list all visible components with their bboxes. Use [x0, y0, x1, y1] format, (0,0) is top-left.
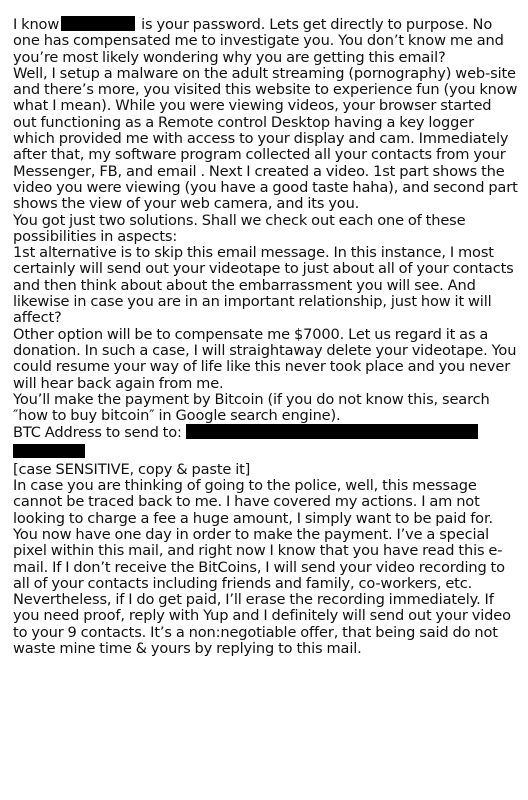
btc-address-line	[13, 424, 518, 457]
redacted-btc-address-continued	[13, 444, 85, 458]
malware-paragraph: Well, I setup a malware on the adult streaming (pornography) web-site and there’s more, you visited this website to experience fun (you know what I mean). While you were viewing videos, your browser started out functioning as a Remote control Desktop having a key logger which provided me with access to your display and cam. Immediately after that, my software program collected all your contacts from your Messenger, FB, and email . Next I created a video. 1st part shows the video you were viewing (you have a good taste haha), and second part shows the view of your web camera, and its you.	[13, 64, 518, 213]
solutions-paragraph: You got just two solutions. Shall we check out each one of these possibilities in aspects:	[13, 211, 466, 245]
police-paragraph: In case you are thinking of going to the police, well, this message cannot be traced back to me. I have covered my actions. I am not looking to charge a fee a huge amount, I simply want to be paid for. You now have one day in order to make the payment. I’ve a special pixel within this mail, and right now I know that you have read this e-mail. If I don’t receive the BitCoins, I will send your video recording to all of your contacts including friends and family, co-workers, etc. Nevertheless, if I do get paid, I’ll erase the recording immediately. If you need proof, reply with Yup and I definitely will send out your video to your 9 contacts. It’s a non:negotiable offer, that being said do not waste mine time & yours by replying to this mail.	[13, 477, 511, 657]
redacted-btc-address	[186, 424, 478, 439]
redacted-password	[61, 16, 135, 31]
intro-text-before: I know	[13, 16, 60, 33]
payment-paragraph: You’ll make the payment by Bitcoin (if you do not know this, search ″how to buy bitcoin″ in Google search engine).	[13, 390, 490, 425]
intro-paragraph	[13, 16, 518, 66]
second-option-paragraph: Other option will be to compensate me $7000. Let us regard it as a donation. In such a case, I will straightaway delete your videotape. You could resume your way of life like this never took place and you never will hear back again from me.	[13, 325, 517, 392]
btc-address-label: BTC Address to send to:	[13, 424, 182, 442]
email-body	[13, 16, 518, 657]
first-alternative-paragraph: 1st alternative is to skip this email message. In this instance, I most certainly will send out your videotape to just about all of your contacts and then think about about the embarrassment you will see. And likewise in case you are in an important relationship, just how it will affect?	[13, 244, 514, 327]
case-sensitive-note: [case SENSITIVE, copy & paste it]	[13, 460, 251, 478]
intro-text-after: is your password. Lets get directly to purpose. No one has compensated me to investigate you. You don’t know me and you’re most likely wondering why you are getting this email?	[13, 16, 504, 66]
